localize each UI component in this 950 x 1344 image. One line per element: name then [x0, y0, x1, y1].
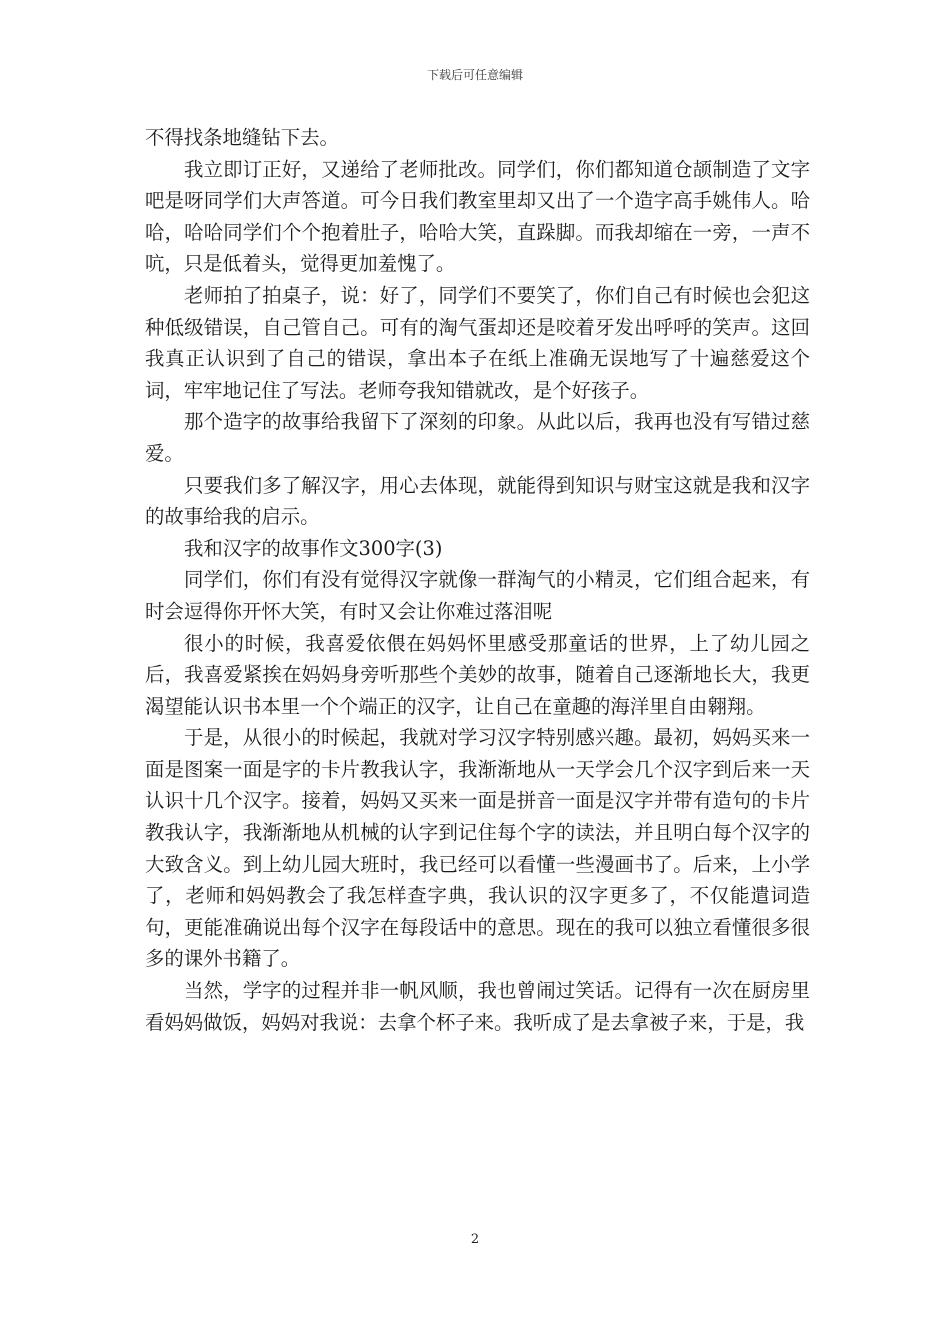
- paragraph-6: 同学们，你们有没有觉得汉字就像一群淘气的小精灵，它们组合起来，有时会逗得你开怀大笑，有时又会让你难过落泪呢: [145, 568, 810, 623]
- section-heading: 我和汉字的故事作文300字(3): [184, 536, 443, 560]
- page-number: 2: [470, 1232, 480, 1247]
- paragraph-7: 很小的时候，我喜爱依偎在妈妈怀里感受那童话的世界，上了幼儿园之后，我喜爱紧挨在妈妈身旁听那些个美妙的故事，随着自己逐渐地长大，我更渴望能认识书本里一个个端正的汉字，让自己在童趣的海洋里自由翱翔。: [145, 631, 810, 718]
- paragraph-9: 当然，学字的过程并非一帆风顺，我也曾闹过笑话。记得有一次在厨房里看妈妈做饭，妈妈对我说：去拿个杯子来。我听成了是去拿被子来，于是，我: [145, 979, 810, 1034]
- paragraph-8: 于是，从很小的时候起，我就对学习汉字特别感兴趣。最初，妈妈买来一面是图案一面是字的卡片教我认字，我渐渐地从一天学会几个汉字到后来一天认识十几个汉字。接着，妈妈又买来一面是拼音一面是汉字并带有造句的卡片教我认字，我渐渐地从机械的认字到记住每个字的读法，并且明白每个汉字的大致含义。到上幼儿园大班时，我已经可以看懂一些漫画书了。后来，上小学了，老师和妈妈教会了我怎样查字典，我认识的汉字更多了，不仅能遣词造句，更能准确说出每个汉字在每段话中的意思。现在的我可以独立看懂很多很多的课外书籍了。: [145, 726, 810, 971]
- page-header: 下载后可任意编辑: [426, 68, 523, 82]
- paragraph-4: 那个造字的故事给我留下了深刻的印象。从此以后，我再也没有写错过慈爱。: [145, 410, 810, 465]
- paragraph-1: 不得找条地缝钻下去。: [145, 126, 339, 149]
- paragraph-5: 只要我们多了解汉字，用心去体现，就能得到知识与财宝这就是我和汉字的故事给我的启示。: [145, 473, 810, 529]
- paragraph-3: 老师拍了拍桌子，说：好了，同学们不要笑了，你们自己有时候也会犯这种低级错误，自己管自己。可有的淘气蛋却还是咬着牙发出呼呼的笑声。这回我真正认识到了自己的错误，拿出本子在纸上准确无误地写了十遍慈爱这个词，牢牢地记住了写法。老师夸我知错就改，是个好孩子。: [145, 283, 810, 402]
- paragraph-2: 我立即订正好，又递给了老师批改。同学们，你们都知道仓颉制造了文字吧是呀同学们大声答道。可今日我们教室里却又出了一个造字高手姚伟人。哈哈，哈哈同学们个个抱着肚子，哈哈大笑，直跺脚。而我却缩在一旁，一声不吭，只是低着头，觉得更加羞愧了。: [145, 157, 810, 276]
- document-body: [145, 122, 810, 1038]
